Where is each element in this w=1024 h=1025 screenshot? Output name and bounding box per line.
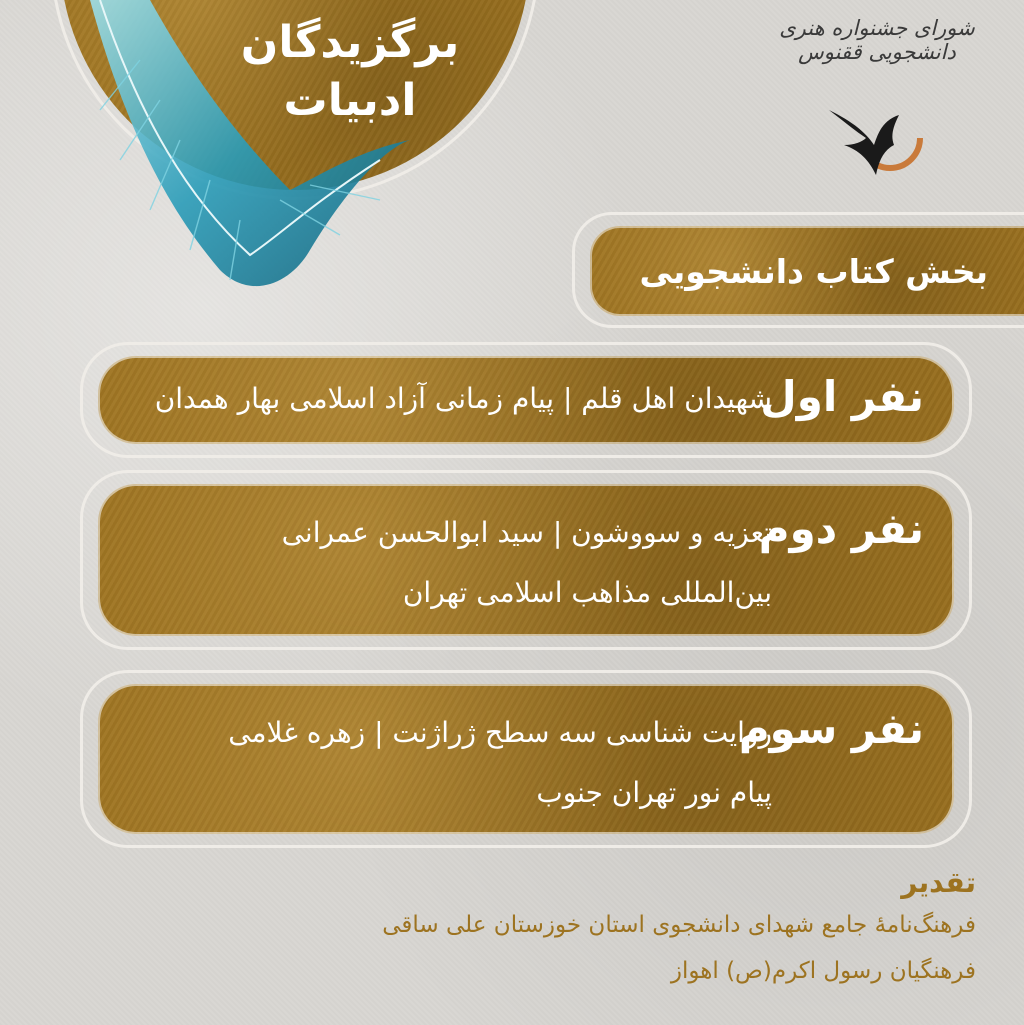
winner-rank: نفر دوم	[758, 504, 924, 553]
section-label: بخش کتاب دانشجویی	[639, 252, 988, 291]
phoenix-logo-icon	[824, 90, 924, 190]
appreciation-line1: فرهنگ‌نامهٔ جامع شهدای دانشجوی استان خوزستان علی ساقی	[382, 912, 976, 938]
winner-title: روایت شناسی سه سطح ژراژنت | زهره غلامی	[228, 716, 772, 749]
winner-rank: نفر سوم	[738, 704, 924, 753]
winner-title: شهیدان اهل قلم | پیام زمانی آزاد اسلامی بهار همدان	[154, 382, 772, 415]
appreciation-line2: فرهنگیان رسول اکرم(ص) اهواز	[670, 958, 976, 984]
winner-card-1	[98, 356, 954, 444]
hero-title	[200, 14, 500, 130]
hero-title-line1: برگزیدگان	[240, 17, 460, 68]
winner-university: پیام نور تهران جنوب	[536, 776, 772, 809]
winner-title: تعزیه و سووشون | سید ابوالحسن عمرانی	[281, 516, 772, 549]
section-header	[590, 226, 1024, 316]
appreciation-heading: تقدیر	[901, 866, 976, 899]
brand-name: شورای جشنواره هنری دانشجویی ققنوس	[779, 16, 975, 64]
winner-card-2	[98, 484, 954, 636]
hero-title-line2: ادبیات	[283, 75, 417, 126]
winner-card-3	[98, 684, 954, 834]
winner-university: بین‌المللی مذاهب اسلامی تهران	[402, 576, 772, 609]
winner-rank: نفر اول	[760, 372, 924, 421]
